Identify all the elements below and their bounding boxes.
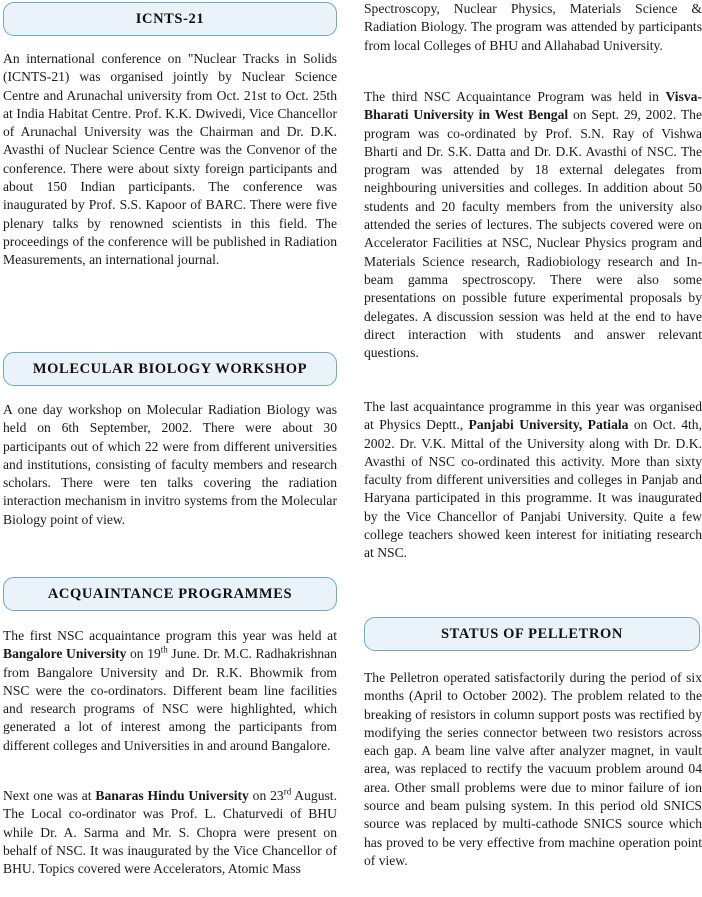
pelletron-paragraph: The Pelletron operated satisfactorily during the period of six months (April to October 2002). The problem related to the breaking of resistors in column support posts was rectified by modifying the series connector between two resistors across each gap. A beam line valve after analyzer magnet, in vault area, was replaced to rectify the vacuum problem around 04 area. Other small problems were due to minor failure of ion source and beam pulsing system. In this period old SNICS source was replaced by multi-cathode SNICS source which has proved to be very effective from machine operation point of view. (364, 670, 702, 868)
bhu-bold: Banaras Hindu University (95, 788, 249, 803)
bangalore-university-bold: Bangalore University (3, 646, 127, 662)
heading-molecular-biology-workshop: MOLECULAR BIOLOGY WORKSHOP (3, 352, 337, 386)
visva-bharati-bold: Visva-Bharati University in West Bengal (364, 89, 702, 123)
heading-acquaintance-programmes: ACQUAINTANCE PROGRAMMES (3, 577, 337, 611)
visva-bharati-paragraph: The third NSC Acquaintance Program was held in Visva-Bharati University in West Bengal on Sept. 29, 2002. The program was co-ordinated by Prof. S.N. Ray of Vishwa Bharti and Dr. S.K. Datta and Dr. D.K. Avasthi of NSC. The program was attended by 18 external delegates from neighbouring universities and colleges. In addition about 50 students and 20 faculty members from the university also attended the series of lectures. The subjects covered were on Accelerator Facilities at NSC, Nuclear Physics program and Materials Science research, Radiobiology research and In-beam gamma spectroscopy. There were also some presentations on possible future experimental proposals by delegates. A discussion session was held at the end to have direct interaction with students and answer relevant questions. (364, 89, 702, 361)
acquaintance-paragraph-bhu: Next one was at Banaras Hindu University on 23rd August. The Local co-ordinator was Prof. L. Chaturvedi of BHU while Dr. A. Sarma and Mr. S. Chopra were present on behalf of NSC. It was inaugurated by the Vice Chancellor of BHU. Topics covered were Accelerators, Atomic Mass (3, 786, 337, 877)
bhu-continued-paragraph: Spectroscopy, Nuclear Physics, Materials Science & Radiation Biology. The program was attended by participants from local Colleges of BHU and Allahabad University. (364, 1, 702, 53)
heading-status-of-pelletron: STATUS OF PELLETRON (364, 617, 700, 651)
panjabi-university-bold: Panjabi University, Patiala (468, 417, 629, 433)
icnts-paragraph: An international conference on "Nuclear Tracks in Solids (ICNTS-21) was organised jointly by Nuclear Science Centre and Arunachal university from Oct. 21st to Oct. 25th at India Habitat Centre. Prof. K.K. Dwivedi, Vice Chancellor of Arunachal University was the Chairman and Dr. D.K. Avasthi of Nuclear Science Centre was the Convenor of the conference. There were about sixty foreign participants and about 150 Indian participants. The conference was inaugurated by Prof. S.S. Kapoor of BARC. There were five plenary talks by renowned scientists in this field. The proceedings of the conference will be published in Radiation Measurements, an international journal. (3, 51, 337, 268)
molecular-biology-paragraph: A one day workshop on Molecular Radiation Biology was held on 6th September, 2002. There were about 30 participants out of which 22 were from different universities and institutions, consisting of faculty members and research scholars. There were ten talks covering the radiation interaction mechanism in invitro systems from the Molecular Biology point of view. (3, 402, 337, 527)
acquaintance-paragraph-bangalore: The first NSC acquaintance program this year was held at Bangalore University on 19th June. Dr. M.C. Radhakrishnan from Bangalore University and Dr. R.K. Bhowmik from NSC were the co-ordinators. Different beam line facilities and research programs of NSC were highlighted, which generated a lot of interest among the participants from different colleges and Universities in and around Bangalore. (3, 628, 337, 753)
panjabi-paragraph: The last acquaintance programme in this year was organised at Physics Deptt., Panjabi University, Patiala on Oct. 4th, 2002. Dr. V.K. Mittal of the University along with Dr. D.K. Avasthi of NSC co-ordinated this activity. More than sixty faculty from different universities and colleges in Panjab and Haryana participated in this programme. It was inaugurated by the Vice Chancellor of Panjabi University. Quite a few college teachers showed keen interest for initiating research at NSC. (364, 399, 702, 561)
heading-icnts: ICNTS-21 (3, 2, 337, 36)
